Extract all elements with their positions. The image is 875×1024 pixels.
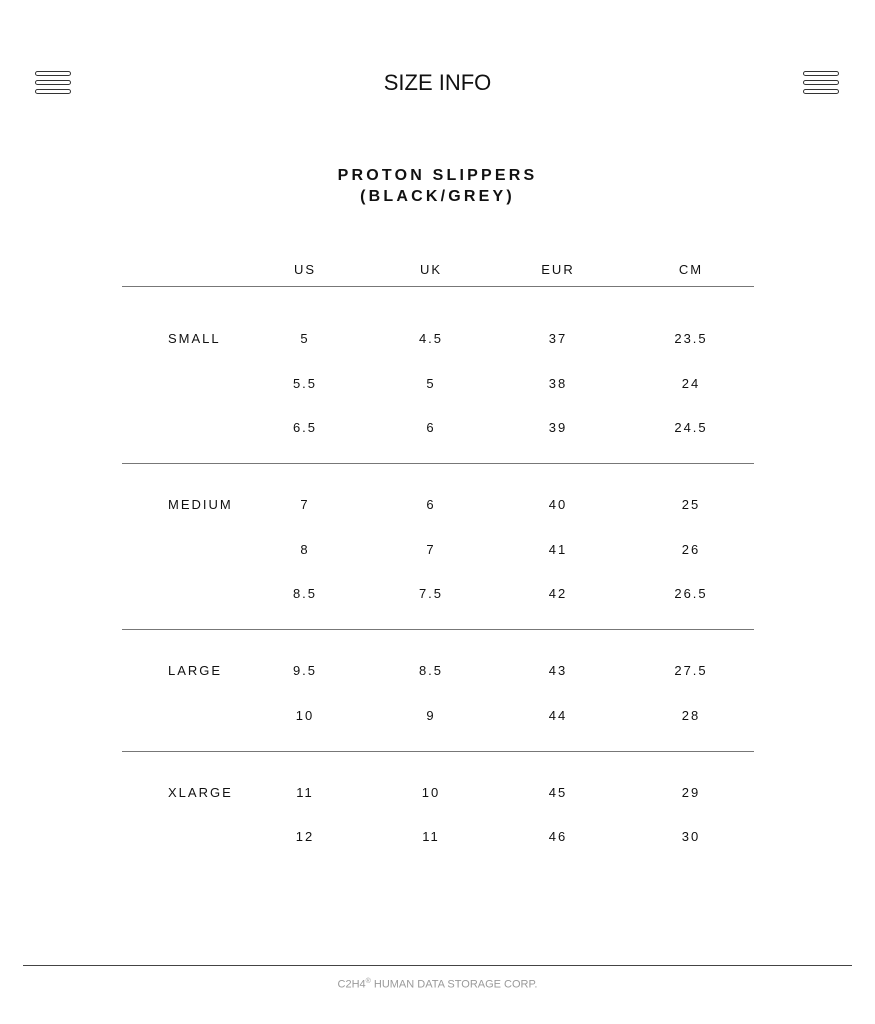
column-header-uk: UK (419, 262, 443, 277)
size-cell: 5.5 (292, 375, 318, 391)
header-divider (122, 286, 754, 287)
size-group-label: LARGE (168, 663, 223, 678)
product-title (0, 165, 875, 207)
size-cell: 7 (426, 541, 436, 557)
size-cell: 8.5 (292, 586, 318, 601)
size-cell: 9 (426, 707, 436, 723)
size-cell: 10 (295, 707, 315, 723)
column-header-cm: CM (678, 262, 704, 277)
size-cell: 24 (681, 375, 701, 391)
size-cell: 28 (681, 707, 701, 723)
product-name: PROTON SLIPPERS (337, 167, 538, 184)
size-group-label: XLARGE (168, 784, 233, 800)
menu-bar (803, 80, 839, 85)
size-group-label: SMALL (168, 331, 221, 346)
size-cell: 7 (300, 497, 310, 512)
size-cell: 7.5 (418, 586, 444, 601)
size-cell: 40 (548, 497, 568, 512)
size-cell: 6.5 (292, 420, 318, 435)
size-cell: 38 (548, 375, 568, 391)
menu-bar (803, 89, 839, 94)
size-cell: 5 (300, 331, 310, 346)
size-cell: 45 (548, 784, 568, 800)
page-title: SIZE INFO (383, 70, 492, 95)
size-cell: 24.5 (674, 420, 708, 435)
size-cell: 6 (426, 497, 436, 512)
size-cell: 42 (548, 586, 568, 601)
size-cell: 41 (548, 541, 568, 557)
size-cell: 8.5 (418, 663, 444, 678)
column-header-eur: EUR (541, 262, 575, 277)
size-group-label: MEDIUM (168, 497, 233, 512)
menu-bar (803, 71, 839, 76)
size-cell: 10 (421, 784, 441, 800)
registered-mark: ® (365, 978, 371, 985)
size-cell: 11 (422, 829, 440, 844)
size-cell: 11 (296, 784, 314, 800)
menu-right-icon[interactable] (803, 71, 839, 95)
size-cell: 4.5 (418, 331, 444, 346)
size-cell: 44 (548, 707, 568, 723)
size-cell: 23.5 (674, 331, 708, 346)
group-divider (122, 463, 754, 464)
product-variant: (BLACK/GREY) (360, 188, 515, 205)
size-cell: 26 (681, 541, 701, 557)
size-cell: 9.5 (292, 663, 318, 678)
size-cell: 43 (548, 663, 568, 678)
size-cell: 26.5 (674, 586, 708, 601)
size-cell: 30 (681, 829, 701, 844)
column-header-us: US (293, 262, 317, 277)
size-cell: 46 (548, 829, 568, 844)
footer (0, 978, 875, 991)
footer-text: HUMAN DATA STORAGE CORP. (370, 978, 538, 991)
size-cell: 6 (426, 420, 436, 435)
group-divider (122, 629, 754, 630)
group-divider (122, 751, 754, 752)
size-cell: 12 (295, 829, 315, 844)
size-cell: 25 (681, 497, 701, 512)
size-cell: 8 (300, 541, 310, 557)
size-cell: 29 (681, 784, 701, 800)
size-cell: 27.5 (674, 663, 708, 678)
size-cell: 37 (548, 331, 568, 346)
size-cell: 39 (548, 420, 568, 435)
footer-brand: C2H4 (337, 978, 366, 991)
size-cell: 5 (426, 375, 436, 391)
footer-divider (23, 965, 852, 966)
